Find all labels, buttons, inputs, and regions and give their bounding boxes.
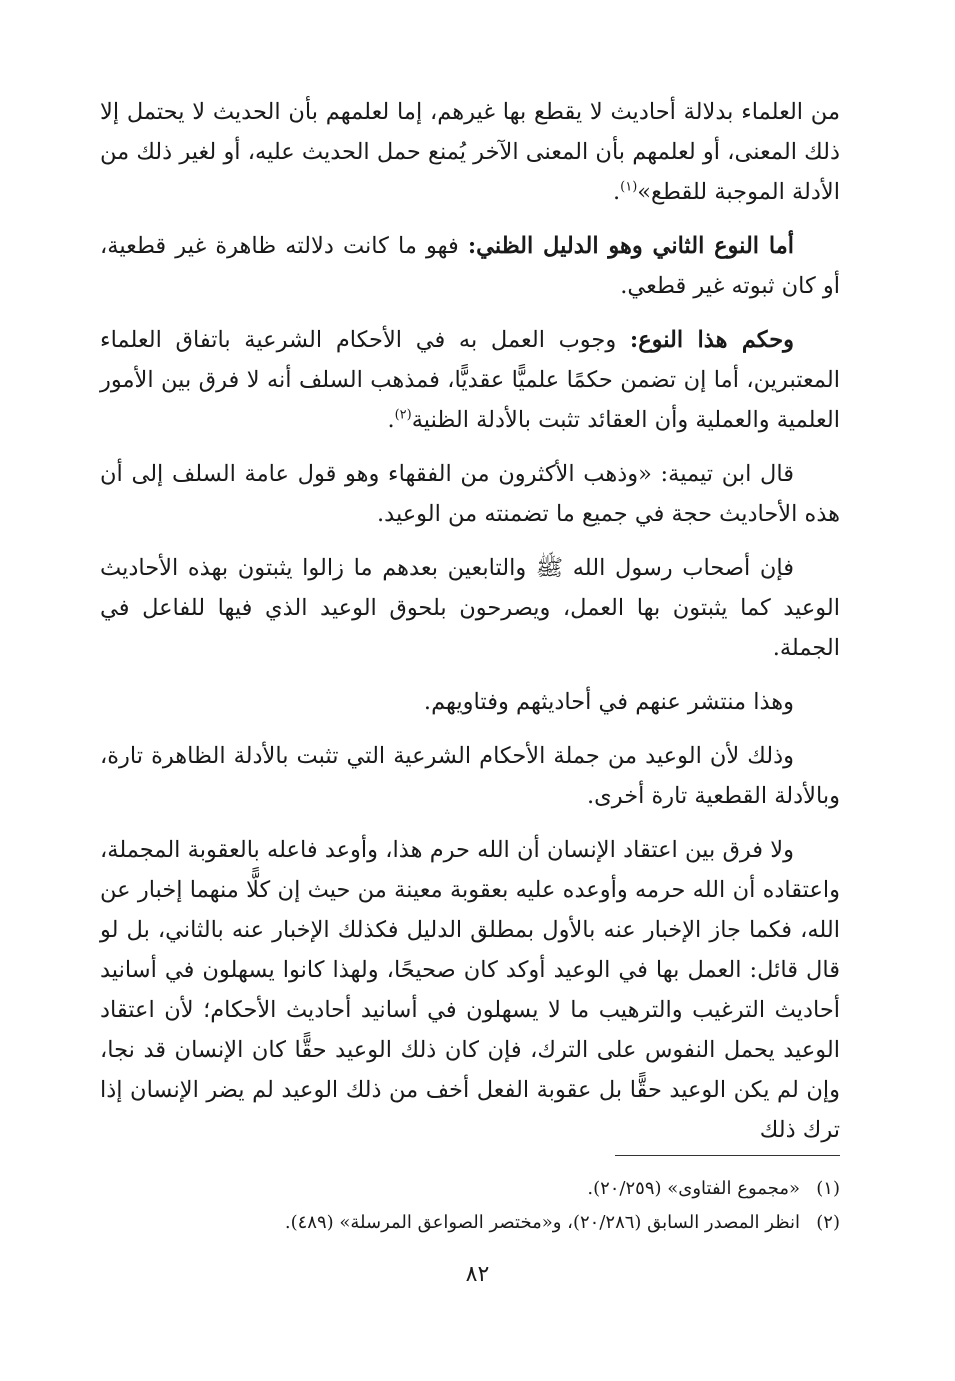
paragraph-2 bbox=[100, 226, 840, 306]
paragraph-3-text: وجوب العمل به في الأحكام الشرعية باتفاق العلماء المعتبرين، أما إن تضمن حكمًا علميًّا عقديًّا، فمذهب السلف أنه لا فرق بين الأمور العلمية والعملية وأن العقائد تثبت بالأدلة الظنية bbox=[100, 327, 840, 433]
footnote-divider bbox=[615, 1155, 840, 1156]
paragraph-3-lead: وحكم هذا النوع: bbox=[629, 327, 794, 353]
paragraph-1-text: من العلماء بدلالة أحاديث لا يقطع بها غيرهم، إما لعلمهم بأن الحديث لا يحتمل إلا ذلك المعنى، أو لعلمهم بأن المعنى الآخر يُمنع حمل الحديث عليه، أو لغير ذلك من الأدلة الموجبة للقطع» bbox=[100, 99, 840, 205]
paragraph-3-tail: . bbox=[387, 407, 395, 433]
paragraph-3 bbox=[100, 320, 840, 440]
page-number: ٨٢ bbox=[465, 1262, 490, 1287]
footnote-2 bbox=[140, 1206, 840, 1240]
paragraph-1 bbox=[100, 92, 840, 212]
paragraph-2-text: فهو ما كانت دلالته ظاهرة غير قطعية، أو كان ثبوته غير قطعي. bbox=[100, 233, 840, 299]
paragraph-8-text: ولا فرق بين اعتقاد الإنسان أن الله حرم هذا، وأوعد فاعله بالعقوبة المجملة، واعتقاده أن الله حرمه وأوعده عليه بعقوبة معينة من حيث إن كلًّا منهما إخبار عن الله، فكما جاز الإخبار عنه بالأول بمطلق الدليل فكذلك الإخبار عنه بالثاني، بل لو قال قائل: العمل بها في الوعيد أوكد كان صحيحًا، ولهذا كانوا يسهلون في أسانيد أحاديث الترغيب والترهيب ما لا يسهلون في أسانيد أحاديث الأحكام؛ لأن اعتقاد الوعيد يحمل النفوس على الترك، فإن كان ذلك الوعيد حقًّا كان الإنسان قد نجا، وإن لم يكن الوعيد حقًّا بل عقوبة الفعل أخف من ذلك الوعيد لم يضر الإنسان إذا ترك ذلك bbox=[100, 837, 840, 1143]
footnote-2-number: (٢) bbox=[816, 1212, 840, 1233]
footnote-ref-2[interactable]: (٢) bbox=[394, 407, 412, 423]
page-body bbox=[100, 92, 840, 1164]
paragraph-1-tail: . bbox=[612, 179, 621, 205]
paragraph-6 bbox=[100, 682, 840, 722]
paragraph-2-lead: أما النوع الثاني وهو الدليل الظني: bbox=[467, 233, 794, 259]
paragraph-6-text: وهذا منتشر عنهم في أحاديثهم وفتاويهم. bbox=[423, 689, 794, 715]
paragraph-4 bbox=[100, 454, 840, 534]
footnote-2-text: انظر المصدر السابق (٢٠/٢٨٦)، و«مختصر الصواعق المرسلة» (٤٨٩). bbox=[284, 1212, 800, 1233]
paragraph-5 bbox=[100, 548, 840, 668]
footnote-1-number: (١) bbox=[816, 1178, 840, 1199]
paragraph-5-text: فإن أصحاب رسول الله ﷺ والتابعين بعدهم ما زالوا يثبتون بهذه الأحاديث الوعيد كما يثبتون بها العمل، ويصرحون بلحوق الوعيد الذي فيها للفاعل في الجملة. bbox=[100, 555, 840, 661]
paragraph-4-text: قال ابن تيمية: «وذهب الأكثرون من الفقهاء وهو قول عامة السلف إلى أن هذه الأحاديث حجة في جميع ما تضمنته من الوعيد. bbox=[100, 461, 840, 527]
footnote-ref-1[interactable]: (١) bbox=[620, 179, 638, 195]
paragraph-7-text: وذلك لأن الوعيد من جملة الأحكام الشرعية التي تثبت بالأدلة الظاهرة تارة، وبالأدلة القطعية تارة أخرى. bbox=[100, 743, 840, 809]
paragraph-8 bbox=[100, 830, 840, 1150]
footnotes bbox=[140, 1172, 840, 1240]
footnote-1 bbox=[140, 1172, 840, 1206]
paragraph-7 bbox=[100, 736, 840, 816]
footnote-1-text: «مجموع الفتاوى» (٢٠/٢٥٩). bbox=[587, 1178, 800, 1199]
